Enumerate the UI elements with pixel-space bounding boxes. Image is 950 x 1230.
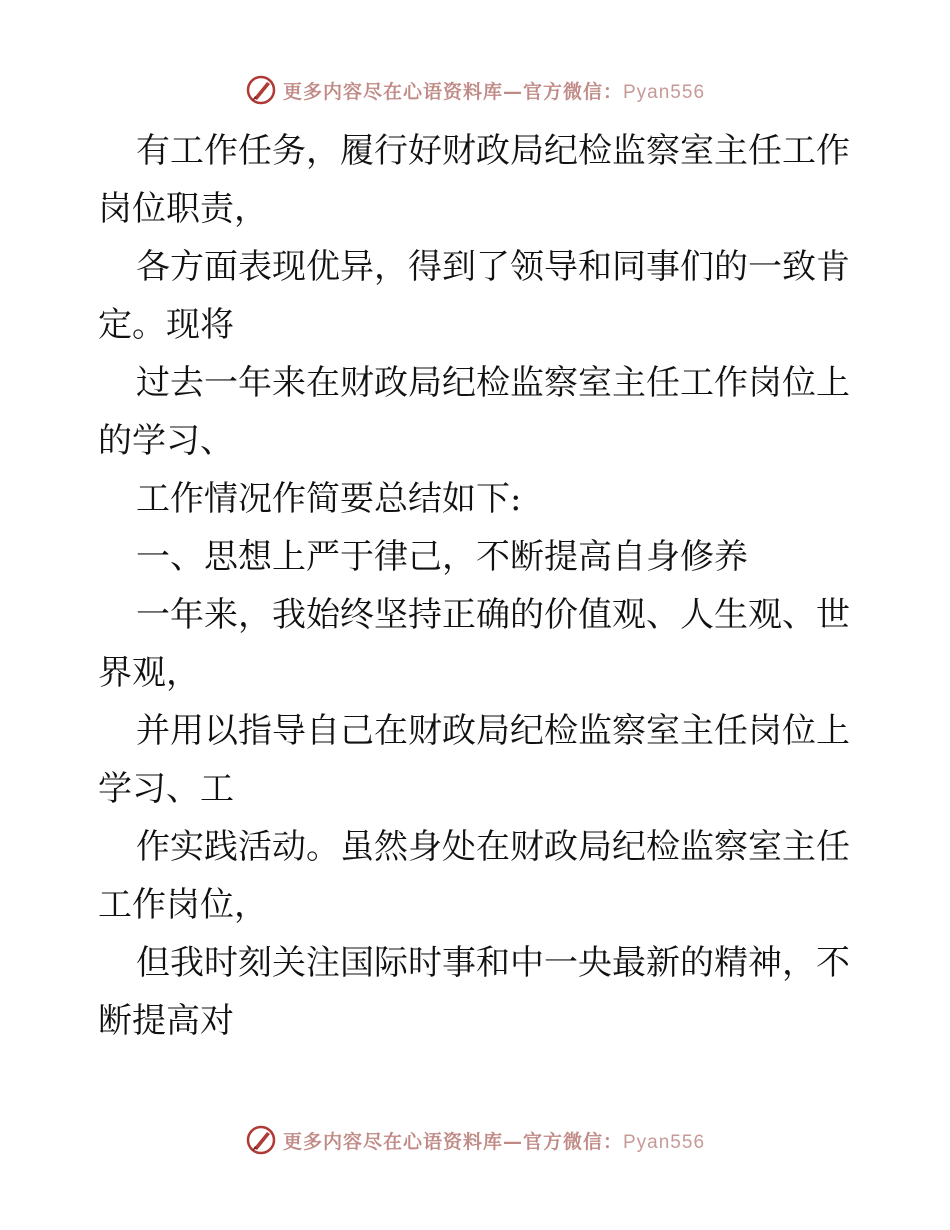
body-line: 岗位职责， [98, 189, 268, 229]
header-watermark-text: 更多内容尽在心语资料库—官方微信：Pyan556 [282, 80, 706, 103]
body-line: 定。现将 [98, 305, 234, 345]
body-line: 但我时刻关注国际时事和中一央最新的精神，不 [136, 943, 850, 983]
body-line: 各方面表现优异，得到了领导和同事们的一致肯 [136, 247, 850, 287]
body-line: 过去一年来在财政局纪检监察室主任工作岗位上 [136, 363, 850, 403]
quill-logo-icon [245, 1124, 277, 1156]
quill-logo-icon [245, 74, 277, 106]
header-wechat-id: Pyan556 [623, 81, 706, 103]
body-line: 工作岗位， [98, 885, 268, 925]
section-heading: 一、思想上严于律己，不断提高自身修养 [136, 537, 748, 577]
footer-watermark-text: 更多内容尽在心语资料库—官方微信：Pyan556 [282, 1130, 706, 1153]
footer-wechat-id: Pyan556 [623, 1131, 706, 1153]
body-line: 有工作任务，履行好财政局纪检监察室主任工作 [136, 131, 850, 171]
body-line: 工作情况作简要总结如下: [136, 479, 522, 519]
document-body [98, 122, 858, 1050]
body-line: 断提高对 [98, 1001, 234, 1041]
body-line: 学习、工 [98, 769, 234, 809]
body-line: 的学习、 [98, 421, 234, 461]
body-line: 一年来，我始终坚持正确的价值观、人生观、世 [136, 595, 850, 635]
footer-watermark [0, 1120, 950, 1160]
body-line: 并用以指导自己在财政局纪检监察室主任岗位上 [136, 711, 850, 751]
header-watermark [0, 70, 950, 110]
body-line: 作实践活动。虽然身处在财政局纪检监察室主任 [136, 827, 850, 867]
body-line: 界观， [98, 653, 200, 693]
